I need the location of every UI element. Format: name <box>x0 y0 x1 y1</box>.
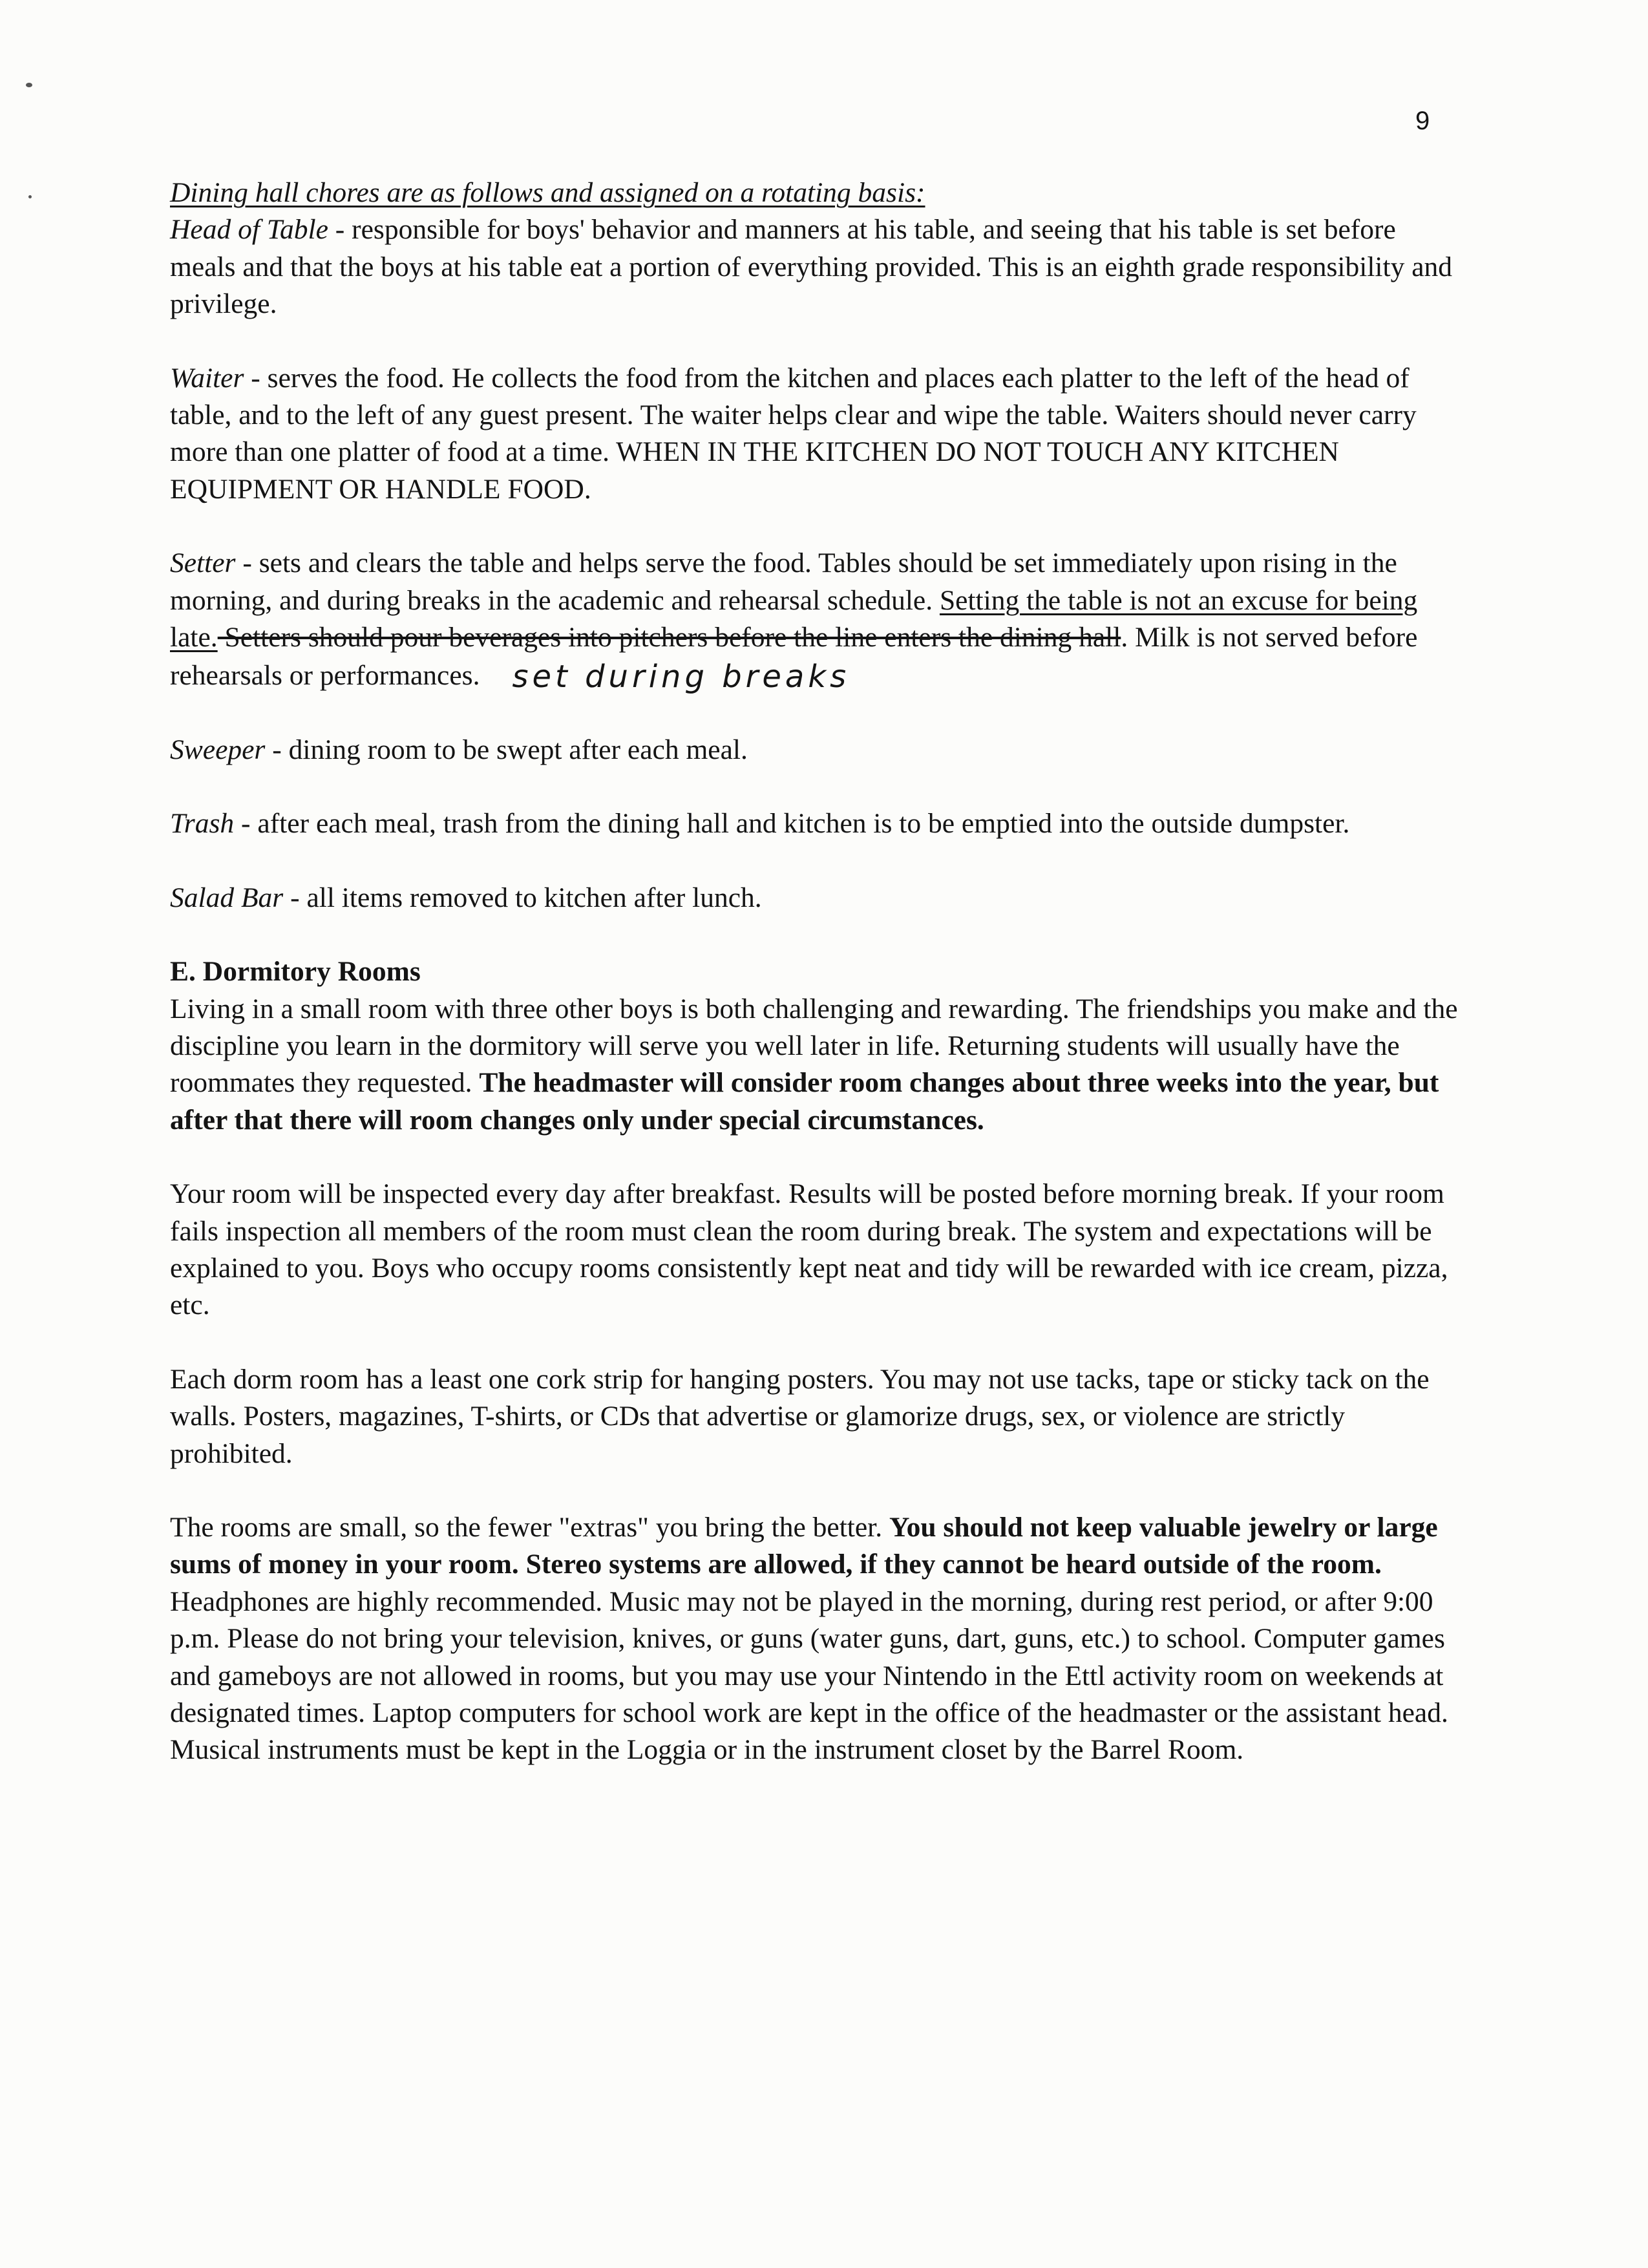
scan-speck <box>28 195 32 198</box>
waiter-term: Waiter <box>170 362 244 394</box>
dormitory-paragraph-3: Each dorm room has a least one cork strip for hanging posters. You may not use tacks, tape or sticky tack on the walls. Posters, magazines, T-shirts, or CDs that advertise or glamorize drugs, sex, or violence are strictly prohibited. <box>170 1363 1430 1469</box>
dormitory-paragraph-4 <box>170 1509 1463 1769</box>
sweeper-paragraph <box>170 732 1463 768</box>
document-body <box>170 175 1463 1769</box>
setter-paragraph <box>170 545 1463 695</box>
sweeper-text: - dining room to be swept after each meal. <box>265 734 748 765</box>
setter-after-text: . Milk is not served before rehearsals or performances. <box>170 622 1418 692</box>
trash-paragraph <box>170 805 1463 842</box>
trash-term: Trash <box>170 808 235 840</box>
section-heading-dormitory: E. Dormitory Rooms <box>170 956 421 988</box>
waiter-text: - serves the food. He collects the food from the kitchen and places each platter to the left of the head of table, and to the left of any guest present. The waiter helps clear and wipe the table. Waiters should never carry more than one platter of food at a time. WHEN IN THE KITCHEN DO NOT TOUCH ANY KITCHEN EQUIPMENT OR HANDLE FOOD. <box>170 362 1417 505</box>
dormitory-p1-text: Living in a small room with three other boys is both challenging and rewarding. The friendships you make and the discipline you learn in the dormitory will serve you well later in life. Returning students will usually have the roommates they requested. <box>170 993 1458 1099</box>
head-of-table-paragraph <box>170 211 1463 323</box>
salad-bar-text: - all items removed to kitchen after lunch. <box>283 882 762 913</box>
dormitory-paragraph-2: Your room will be inspected every day after breakfast. Results will be posted before morning break. If your room fails inspection all members of the room must clean the room during break. The system and expectations will be explained to you. Boys who occupy rooms consistently kept neat and tidy will be rewarded with ice cream, pizza, etc. <box>170 1178 1448 1321</box>
head-of-table-term: Head of Table <box>170 214 328 246</box>
scan-speck <box>26 83 32 87</box>
setter-term: Setter <box>170 547 236 579</box>
dormitory-p1-bold: The headmaster will consider room changes about three weeks into the year, but after that there will room changes only under special circumstances. <box>170 1067 1439 1136</box>
handwritten-annotation: set during breaks <box>512 659 850 695</box>
page-number: 9 <box>1415 107 1430 135</box>
salad-bar-term: Salad Bar <box>170 882 284 913</box>
dormitory-p4-text: The rooms are small, so the fewer "extras" you bring the better. <box>170 1511 890 1543</box>
setter-text: - sets and clears the table and helps serve the food. Tables should be set immediately upon rising in the morning, and during breaks in the academic and rehearsal schedule. <box>170 547 1397 616</box>
salad-bar-paragraph <box>170 880 1463 917</box>
trash-text: - after each meal, trash from the dining hall and kitchen is to be emptied into the outside dumpster. <box>234 808 1350 840</box>
dormitory-paragraph-1 <box>170 991 1463 1139</box>
sweeper-term: Sweeper <box>170 734 266 765</box>
dining-chores-intro <box>170 175 1463 211</box>
waiter-paragraph <box>170 360 1463 509</box>
head-of-table-text: - responsible for boys' behavior and manners at his table, and seeing that his table is set before meals and that the boys at his table eat a portion of everything provided. This is an eighth grade responsibility and privilege. <box>170 214 1453 320</box>
dormitory-p4-bold: You should not keep valuable jewelry or large sums of money in your room. Stereo systems are allowed, if they cannot be heard outside of the room. <box>170 1511 1438 1580</box>
setter-struck-text: Setters should pour beverages into pitchers before the line enters the dining hall <box>217 622 1121 653</box>
setter-underlined-note: Setting the table is not an excuse for being late. <box>170 584 1418 653</box>
dining-chores-heading: Dining hall chores are as follows and assigned on a rotating basis: <box>170 177 925 208</box>
dormitory-p4-rest: Headphones are highly recommended. Music may not be played in the morning, during rest period, or after 9:00 p.m. Please do not bring your television, knives, or guns (water guns, dart, guns, etc.) to school. Computer games and gameboys are not allowed in rooms, but you may use your Nintendo in the Ettl activity room on weekends at designated times. Laptop computers for school work are kept in the office of the headmaster or the assistant head. Musical instruments must be kept in the Loggia or in the instrument closet by the Barrel Room. <box>170 1585 1448 1766</box>
